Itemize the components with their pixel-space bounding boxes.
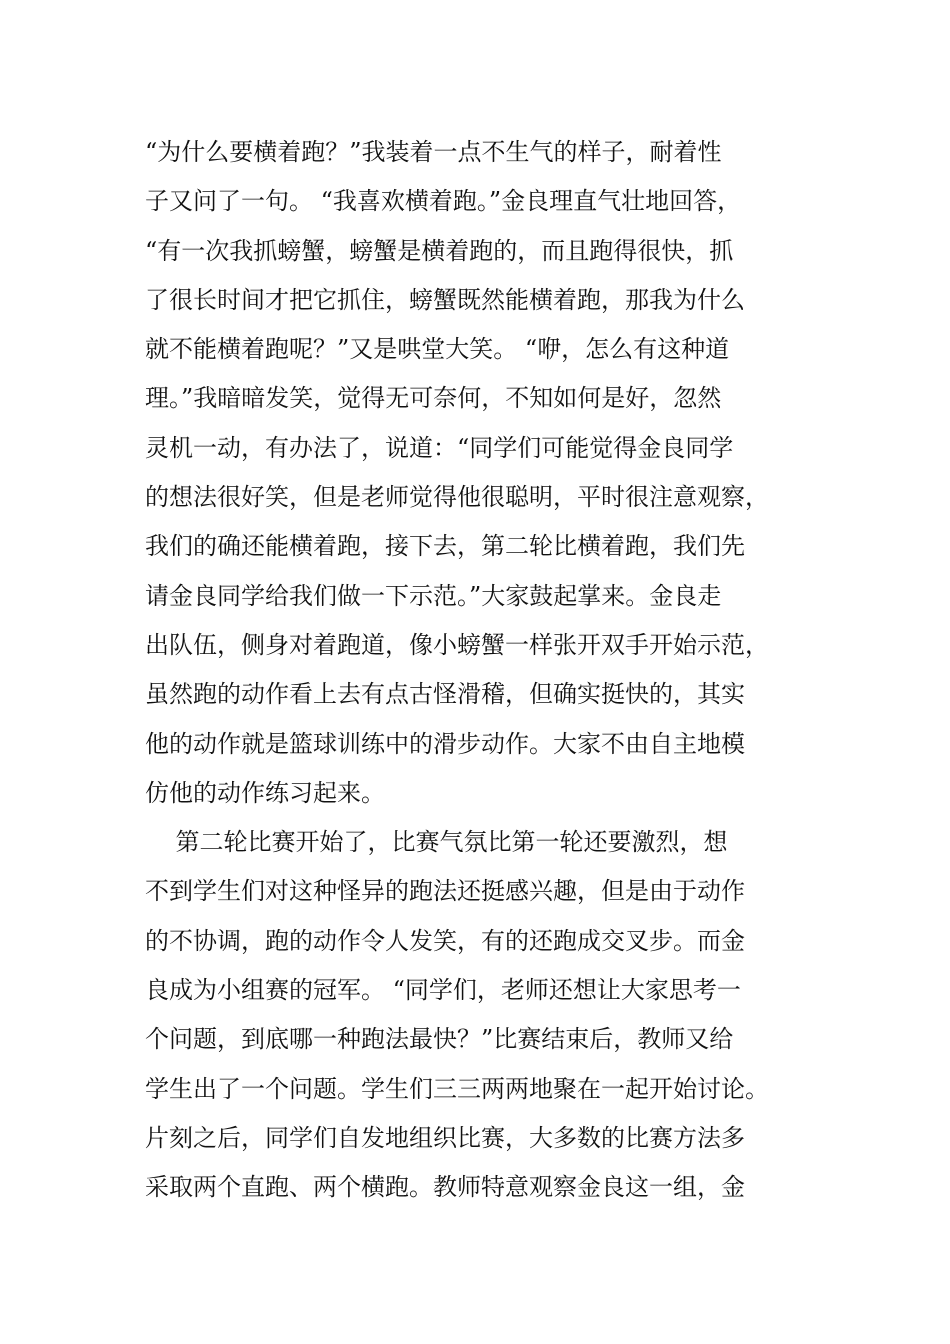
text-line: 片刻之后，同学们自发地组织比赛，大多数的比赛方法多 xyxy=(145,1123,745,1152)
text-line: 不到学生们对这种怪异的跑法还挺感兴趣，但是由于动作 xyxy=(145,877,745,906)
text-line: 了很长时间才把它抓住，螃蟹既然能横着跑，那我为什么 xyxy=(145,285,745,314)
text-line: 学生出了一个问题。学生们三三两两地聚在一起开始讨论。 xyxy=(145,1074,769,1103)
text-line: 第二轮比赛开始了，比赛气氛比第一轮还要激烈，想 xyxy=(145,828,728,857)
text-line: 子又问了一句。 “我喜欢横着跑。”金良理直气壮地回答， xyxy=(145,187,742,216)
text-line: 虽然跑的动作看上去有点古怪滑稽，但确实挺快的，其实 xyxy=(145,680,745,709)
text-line: 出队伍，侧身对着跑道，像小螃蟹一样张开双手开始示范， xyxy=(145,630,769,659)
text-line: 的想法很好笑，但是老师觉得他很聪明，平时很注意观察， xyxy=(145,483,769,512)
text-line: 就不能横着跑呢？”又是哄堂大笑。 “咿，怎么有这种道 xyxy=(145,335,730,364)
text-line: “有一次我抓螃蟹，螃蟹是横着跑的，而且跑得很快，抓 xyxy=(145,236,734,265)
body-text xyxy=(145,128,815,1213)
text-line: 他的动作就是篮球训练中的滑步动作。大家不由自主地模 xyxy=(145,729,745,758)
text-line: 采取两个直跑、两个横跑。教师特意观察金良这一组，金 xyxy=(145,1173,745,1202)
text-line: 灵机一动，有办法了，说道：“同学们可能觉得金良同学 xyxy=(145,433,734,462)
text-line: “为什么要横着跑？”我装着一点不生气的样子，耐着性 xyxy=(145,138,722,166)
text-line: 请金良同学给我们做一下示范。”大家鼓起掌来。金良走 xyxy=(145,581,722,610)
text-line: 仿他的动作练习起来。 xyxy=(145,778,385,807)
text-line: 良成为小组赛的冠军。 “同学们，老师还想让大家思考一 xyxy=(145,976,741,1005)
text-line: 理。”我暗暗发笑，觉得无可奈何，不知如何是好，忽然 xyxy=(145,384,722,413)
text-line: 我们的确还能横着跑，接下去，第二轮比横着跑，我们先 xyxy=(145,532,745,561)
text-line: 个问题，到底哪一种跑法最快？”比赛结束后，教师又给 xyxy=(145,1025,734,1054)
text-line: 的不协调，跑的动作令人发笑，有的还跑成交叉步。而金 xyxy=(145,926,745,955)
